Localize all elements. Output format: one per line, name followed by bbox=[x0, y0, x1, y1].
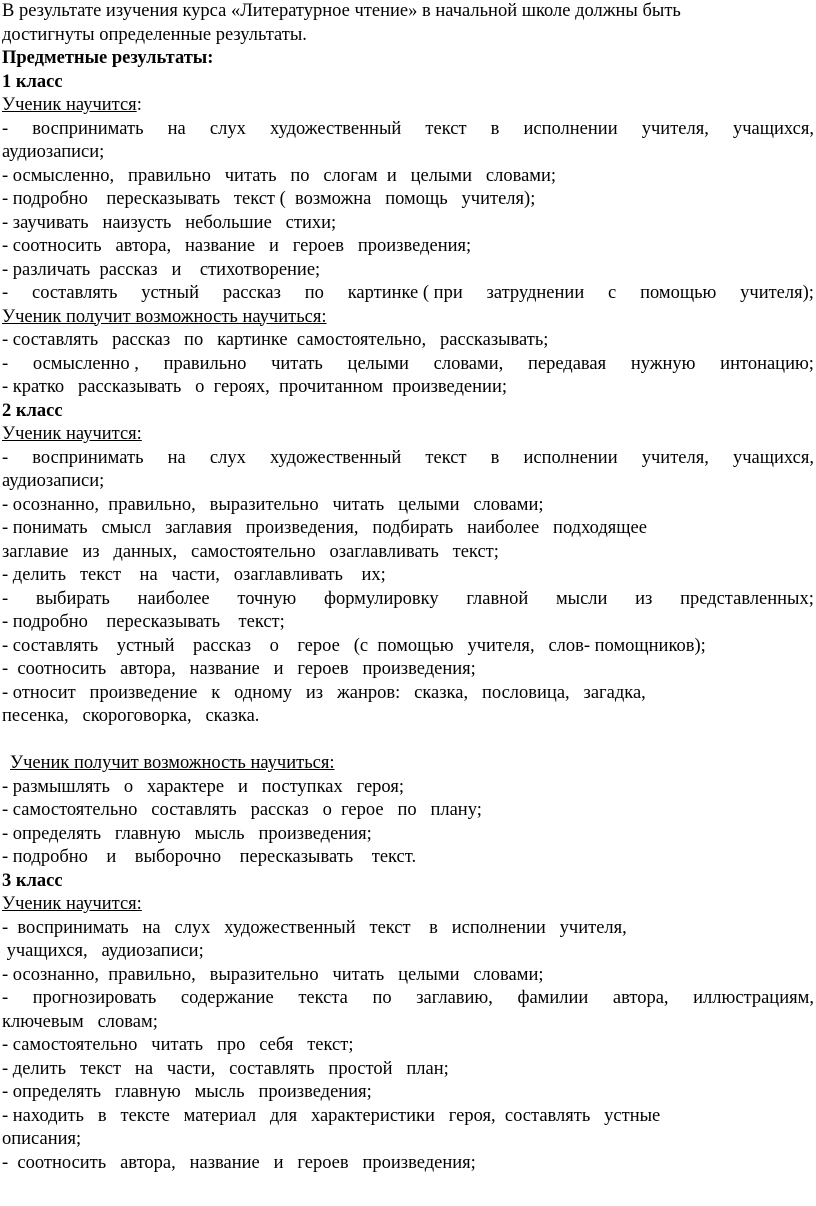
grade1-opportunity-list bbox=[2, 329, 816, 400]
list-item-word: иллюстрациям, bbox=[693, 988, 814, 1008]
list-item-word: правильно bbox=[163, 353, 247, 374]
list-item-word: передавая bbox=[527, 353, 607, 374]
list-item-word: в bbox=[490, 118, 500, 139]
list-item-word: из bbox=[635, 588, 653, 609]
list-item: - самостоятельно читать про себя текст; bbox=[2, 1035, 354, 1055]
list-item-word: осмысленно , bbox=[32, 353, 139, 374]
list-item-word: текст bbox=[425, 118, 467, 139]
list-item-word: точную bbox=[237, 588, 297, 609]
list-item-word: учащихся, bbox=[732, 447, 814, 468]
list-item: - самостоятельно составлять рассказ о герое по плану; bbox=[2, 800, 482, 820]
list-item: - размышлять о характере и поступках героя; bbox=[2, 776, 404, 797]
list-item: - делить текст на части, составлять простой план; bbox=[2, 1058, 449, 1079]
list-item-word: представленных; bbox=[680, 588, 814, 609]
grade2-opportunity-list bbox=[2, 776, 816, 870]
list-item: - находить в тексте материал для характеристики героя, составлять устные bbox=[2, 1105, 661, 1126]
list-item-word: на bbox=[167, 447, 186, 468]
list-item: - соотносить автора, название и героев произведения; bbox=[2, 1152, 476, 1173]
list-item-word: - bbox=[2, 447, 9, 468]
list-item: аудиозаписи; bbox=[2, 142, 105, 162]
list-item: - составлять рассказ по картинке самостоятельно, рассказывать; bbox=[2, 330, 549, 350]
list-item-word: главной bbox=[466, 588, 529, 609]
list-item: - осмысленно, правильно читать по слогам и целыми словами; bbox=[2, 165, 557, 186]
list-item-word: с bbox=[608, 283, 617, 303]
list-item: - осознанно, правильно, выразительно читать целыми словами; bbox=[2, 964, 544, 985]
list-item-word: помощью bbox=[640, 283, 717, 303]
list-item-word: учителя, bbox=[641, 118, 709, 139]
list-item: песенка, скороговорка, сказка. bbox=[2, 706, 260, 726]
list-item bbox=[2, 447, 816, 471]
list-item: ключевым словам; bbox=[2, 1011, 158, 1032]
list-item: - соотносить автора, название и героев произведения; bbox=[2, 659, 476, 679]
list-item: - различать рассказ и стихотворение; bbox=[2, 259, 321, 280]
intro-line-2: достигнуты определенные результаты. bbox=[2, 24, 307, 45]
list-item-word: - bbox=[2, 588, 9, 609]
list-item-word: целыми bbox=[347, 353, 409, 374]
list-item: - понимать смысл заглавия произведения, подбирать наиболее подходящее bbox=[2, 518, 647, 538]
list-item: заглавие из данных, самостоятельно озаглавливать текст; bbox=[2, 541, 499, 562]
blank-line bbox=[2, 729, 816, 753]
list-item-word: содержание bbox=[180, 988, 274, 1008]
grade1-opportunity-heading: Ученик получит возможность научиться: bbox=[2, 306, 327, 327]
list-item-word: картинке ( при bbox=[347, 283, 463, 303]
grade1-learn-heading-text: Ученик научится bbox=[2, 95, 137, 115]
list-item-word: учителя, bbox=[641, 447, 709, 468]
list-item-word: прогнозировать bbox=[32, 988, 157, 1008]
subject-results-heading: Предметные результаты: bbox=[2, 48, 214, 68]
list-item: - соотносить автора, название и героев произведения; bbox=[2, 236, 472, 256]
list-item-word: наиболее bbox=[137, 588, 210, 609]
list-item: - осознанно, правильно, выразительно читать целыми словами; bbox=[2, 494, 544, 515]
grade2-opportunity-heading-row bbox=[2, 752, 816, 776]
grade1-learn-heading-colon: : bbox=[136, 95, 142, 115]
grade1-heading: 1 класс bbox=[2, 71, 63, 92]
list-item-word: устный bbox=[141, 283, 199, 303]
list-item bbox=[2, 118, 816, 142]
grade1-learn-heading bbox=[2, 94, 816, 118]
list-item bbox=[2, 588, 816, 612]
list-item: - составлять устный рассказ о герое (с помощью учителя, слов- помощников); bbox=[2, 635, 706, 656]
list-item bbox=[2, 987, 816, 1011]
list-item-word: слух bbox=[209, 447, 246, 468]
list-item-word: текст bbox=[425, 447, 467, 468]
list-item-word: воспринимать bbox=[32, 118, 144, 139]
list-item bbox=[2, 353, 816, 377]
list-item: учащихся, аудиозаписи; bbox=[2, 941, 204, 961]
list-item: - определять главную мысль произведения; bbox=[2, 823, 372, 844]
list-item-word: нужную bbox=[630, 353, 696, 374]
list-item-word: мысли bbox=[555, 588, 608, 609]
list-item-word: затруднении bbox=[486, 283, 585, 303]
list-item-word: - bbox=[2, 988, 9, 1008]
list-item-word: художественный bbox=[269, 118, 402, 139]
list-item-word: интонацию; bbox=[720, 353, 814, 374]
list-item-word: по bbox=[372, 988, 392, 1008]
list-item: - воспринимать на слух художественный текст в исполнении учителя, bbox=[2, 917, 627, 938]
list-item-word: автора, bbox=[612, 988, 669, 1008]
grade3-learn-heading: Ученик научится: bbox=[2, 894, 142, 914]
list-item: - заучивать наизусть небольшие стихи; bbox=[2, 212, 337, 233]
list-item: - определять главную мысль произведения; bbox=[2, 1082, 372, 1102]
list-item-word: воспринимать bbox=[32, 447, 144, 468]
list-item-word: фамилии bbox=[517, 988, 589, 1008]
list-item: - подробно пересказывать текст; bbox=[2, 612, 285, 632]
list-item-word: читать bbox=[271, 353, 323, 374]
grade1-learn-list bbox=[2, 118, 816, 306]
list-item-word: - bbox=[2, 283, 9, 303]
list-item: - делить текст на части, озаглавливать их; bbox=[2, 565, 386, 585]
list-item-word: художественный bbox=[269, 447, 402, 468]
list-item-word: - bbox=[2, 118, 9, 139]
list-item-word: словами, bbox=[433, 353, 504, 374]
grade2-learn-heading: Ученик научится: bbox=[2, 424, 142, 444]
list-item-word: текста bbox=[298, 988, 348, 1008]
list-item-word: на bbox=[167, 118, 186, 139]
list-item-word: составлять bbox=[31, 283, 118, 303]
list-item-word: в bbox=[490, 447, 500, 468]
list-item-word: по bbox=[304, 283, 324, 303]
list-item: описания; bbox=[2, 1129, 82, 1149]
list-item: - кратко рассказывать о героях, прочитанном произведении; bbox=[2, 377, 507, 397]
grade2-opportunity-heading: Ученик получит возможность научиться: bbox=[10, 753, 335, 773]
list-item: - относит произведение к одному из жанров: сказка, пословица, загадка, bbox=[2, 682, 646, 703]
list-item-word: рассказ bbox=[222, 283, 281, 303]
list-item bbox=[2, 282, 816, 306]
list-item-word: исполнении bbox=[523, 447, 618, 468]
list-item-word: учащихся, bbox=[732, 118, 814, 139]
list-item-word: исполнении bbox=[523, 118, 618, 139]
list-item: - подробно пересказывать текст ( возможна помощь учителя); bbox=[2, 189, 536, 209]
list-item: - подробно и выборочно пересказывать текст. bbox=[2, 847, 417, 867]
intro-line-1: В результате изучения курса «Литературное чтение» в начальной школе должны быть bbox=[2, 1, 681, 21]
list-item-word: слух bbox=[209, 118, 246, 139]
list-item-word: формулировку bbox=[323, 588, 439, 609]
list-item-word: учителя); bbox=[740, 283, 814, 303]
grade3-heading: 3 класс bbox=[2, 870, 63, 891]
list-item: аудиозаписи; bbox=[2, 471, 105, 491]
list-item-word: - bbox=[2, 353, 9, 374]
grade2-heading: 2 класс bbox=[2, 400, 63, 421]
grade3-learn-list bbox=[2, 917, 816, 1176]
list-item-word: заглавию, bbox=[416, 988, 493, 1008]
list-item-word: выбирать bbox=[35, 588, 110, 609]
grade2-learn-list bbox=[2, 447, 816, 729]
